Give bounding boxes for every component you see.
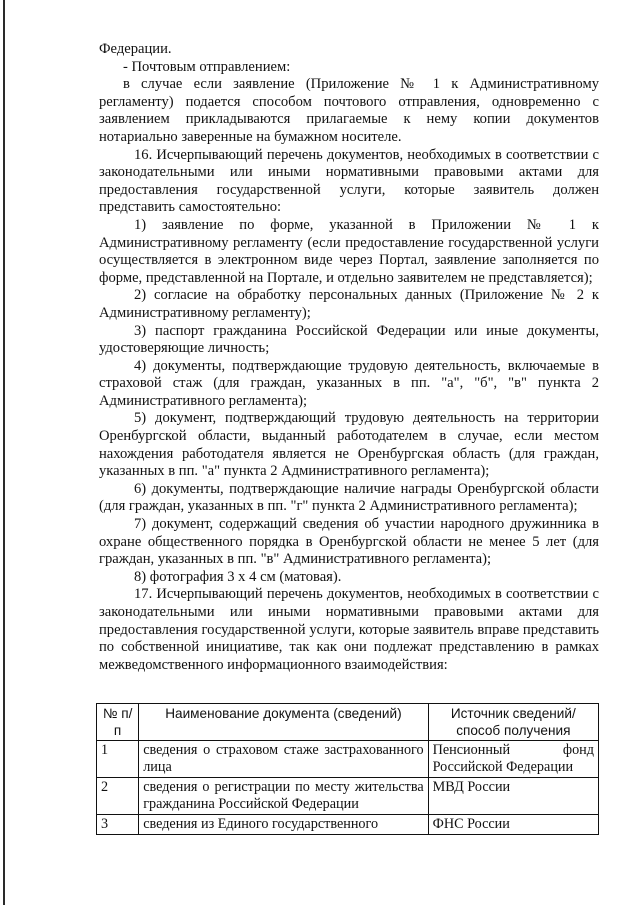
paragraph-16: 16. Исчерпывающий перечень документов, необходимых в соответствии с законодательными или иными нормативными правовыми актами для предоставления государственной услуги, которые заявитель должен представить самостоятельно: bbox=[99, 146, 599, 216]
list-item-7: 7) документ, содержащий сведения об участии народного дружинника в охране общественного порядка в Оренбургской области не менее 5 лет (для граждан, указанных в пп. "в" Административного регламента); bbox=[99, 516, 599, 568]
list-item-8: 8) фотография 3 х 4 см (матовая). bbox=[134, 568, 342, 585]
row-source: МВД России bbox=[428, 778, 598, 815]
documents-table bbox=[96, 703, 599, 835]
paragraph-continuation: Федерации. bbox=[99, 41, 172, 57]
header-source: Источник сведений/способ получения bbox=[428, 704, 598, 741]
paragraph-17: 17. Исчерпывающий перечень документов, необходимых в соответствии с законодательными или иными нормативными правовыми актами для предоставления государственной услуги, которые заявитель вправе представить по собственной инициативе, так как они подлежат представлению в рамках межведомственного информационного взаимодействия: bbox=[99, 586, 599, 673]
row-source: Пенсионный фонд Российской Федерации bbox=[428, 741, 598, 778]
table-row bbox=[97, 778, 599, 815]
header-document-name: Наименование документа (сведений) bbox=[139, 704, 428, 741]
header-number: № п/п bbox=[97, 704, 139, 741]
table-header-row bbox=[97, 704, 599, 741]
paragraph-postal-text: в случае если заявление (Приложение № 1 к Административному регламенту) подается способом почтового отправления, одновременно с заявлением прикладываются прилагаемые к нему копии документов нотариально заверенные на бумажном носителе. bbox=[99, 76, 599, 145]
row-number: 3 bbox=[97, 815, 139, 835]
row-source: ФНС России bbox=[428, 815, 598, 835]
row-number: 1 bbox=[97, 741, 139, 778]
list-item-2: 2) согласие на обработку персональных данных (Приложение № 2 к Административному регламенту); bbox=[99, 287, 599, 321]
table-row bbox=[97, 741, 599, 778]
document-page bbox=[99, 41, 599, 674]
row-document-name: сведения из Единого государственного bbox=[139, 815, 428, 835]
table-row bbox=[97, 815, 599, 835]
paragraph-postal-heading: - Почтовым отправлением: bbox=[123, 58, 291, 75]
list-item-3: 3) паспорт гражданина Российской Федерации или иные документы, удостоверяющие личность; bbox=[99, 322, 599, 357]
list-item-5: 5) документ, подтверждающий трудовую деятельность на территории Оренбургской области, выданный работодателем в случае, если местом нахождения работодателя является не Оренбургская область (для граждан, указанных в пп. "а" пункта 2 Административного регламента); bbox=[99, 410, 599, 480]
row-document-name: сведения о страховом стаже застрахованного лица bbox=[139, 741, 428, 778]
list-item-1: 1) заявление по форме, указанной в Приложении № 1 к Административному регламенту (если предоставление государственной услуги осуществляется в электронном виде через Портал, заявление заполняется по форме, представленной на Портале, и отдельно заявителем не представляется); bbox=[99, 216, 599, 286]
list-item-6: 6) документы, подтверждающие наличие награды Оренбургской области (для граждан, указанных в пп. "г" пункта 2 Административного регламента); bbox=[99, 480, 599, 515]
list-item-4: 4) документы, подтверждающие трудовую деятельность, включаемые в страховой стаж (для граждан, указанных в пп. "а", "б", "в" пункта 2 Административного регламента); bbox=[99, 357, 599, 409]
scan-edge-line bbox=[3, 0, 5, 905]
row-number: 2 bbox=[97, 778, 139, 815]
row-document-name: сведения о регистрации по месту жительства гражданина Российской Федерации bbox=[139, 778, 428, 815]
